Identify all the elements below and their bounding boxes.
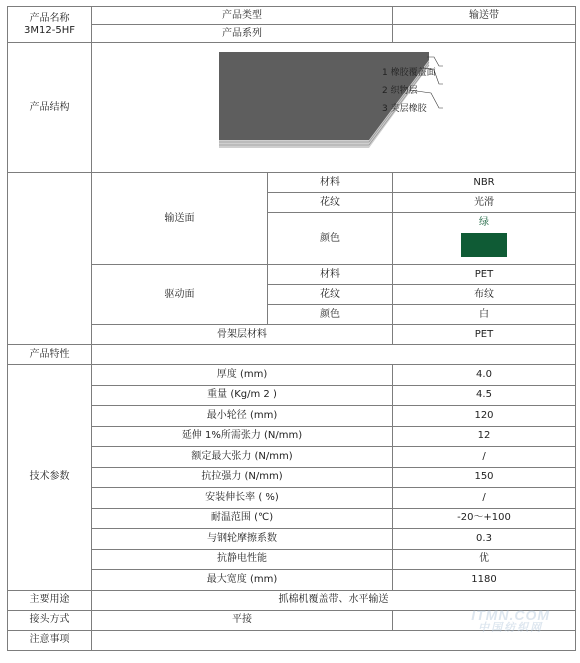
layer-labels: [382, 64, 472, 118]
tech-param-value: 0.3: [393, 529, 576, 550]
conveying-material-value: NBR: [393, 173, 576, 193]
tech-param-value: 4.5: [393, 385, 576, 406]
usage-label: 主要用途: [8, 590, 92, 610]
drive-surface-label: 驱动面: [92, 265, 268, 325]
tech-param-name: 抗拉强力 (N/mm): [92, 467, 393, 488]
structure-label: 产品结构: [8, 43, 92, 173]
tech-param-value: 4.0: [393, 365, 576, 386]
product-type-value: 输送带: [393, 7, 576, 25]
joint-label: 接头方式: [8, 610, 92, 630]
tech-param-value: 120: [393, 406, 576, 427]
tech-param-value: /: [393, 488, 576, 509]
conveying-pattern-label: 花纹: [268, 193, 393, 213]
notes-label: 注意事项: [8, 630, 92, 650]
layer-label-2: 2 织物层: [382, 86, 418, 96]
drive-color-label: 颜色: [268, 305, 393, 325]
product-properties-label: 产品特性: [8, 345, 92, 365]
watermark-logo: ITMN.COM 中国纺织网: [471, 607, 550, 634]
product-model: 3M12-5HF: [24, 24, 75, 36]
tech-param-name: 延伸 1%所需张力 (N/mm): [92, 426, 393, 447]
tech-param-name: 重量 (Kg/m 2 ): [92, 385, 393, 406]
product-name-cell: [8, 7, 92, 43]
conveying-surface-label: 输送面: [92, 173, 268, 265]
conveying-color-value: 绿: [479, 216, 489, 228]
conveying-color-cell: [393, 213, 576, 265]
tech-param-name: 安装伸长率 ( %): [92, 488, 393, 509]
tech-param-value: /: [393, 447, 576, 468]
usage-value: 抓棉机覆盖带、水平输送: [92, 590, 576, 610]
layer-label-3: 3 夹层橡胶: [382, 104, 427, 114]
product-series-label: 产品系列: [92, 25, 393, 43]
tech-param-name: 最小轮径 (mm): [92, 406, 393, 427]
drive-material-value: PET: [393, 265, 576, 285]
tech-param-name: 额定最大张力 (N/mm): [92, 447, 393, 468]
drive-color-value: 白: [393, 305, 576, 325]
tech-param-value: -20～+100: [393, 508, 576, 529]
skeleton-material-label: 骨架层材料: [92, 325, 393, 345]
tech-param-name: 最大宽度 (mm): [92, 570, 393, 591]
tech-param-value: 150: [393, 467, 576, 488]
tech-param-name: 抗静电性能: [92, 549, 393, 570]
skeleton-material-value: PET: [393, 325, 576, 345]
conveying-pattern-value: 光滑: [393, 193, 576, 213]
drive-pattern-label: 花纹: [268, 285, 393, 305]
tech-param-name: 与钢轮摩擦系数: [92, 529, 393, 550]
joint-value: 平接: [92, 610, 393, 630]
structure-diagram-cell: [92, 43, 576, 173]
product-name-label: 产品名称: [29, 12, 70, 24]
color-swatch: [461, 233, 507, 257]
conveying-color-label: 颜色: [268, 213, 393, 265]
product-properties-value: [92, 345, 576, 365]
conveying-material-label: 材料: [268, 173, 393, 193]
product-type-label: 产品类型: [92, 7, 393, 25]
structure-detail-blank: [8, 173, 92, 345]
product-series-value: [393, 25, 576, 43]
tech-param-value: 优: [393, 549, 576, 570]
spec-table: [7, 6, 576, 651]
drive-material-label: 材料: [268, 265, 393, 285]
drive-pattern-value: 布纹: [393, 285, 576, 305]
tech-param-name: 厚度 (mm): [92, 365, 393, 386]
layer-label-1: 1 橡胶覆盖面: [382, 68, 436, 78]
tech-params-label: 技术参数: [8, 365, 92, 591]
tech-param-name: 耐温范围 (℃): [92, 508, 393, 529]
tech-param-value: 12: [393, 426, 576, 447]
tech-param-value: 1180: [393, 570, 576, 591]
